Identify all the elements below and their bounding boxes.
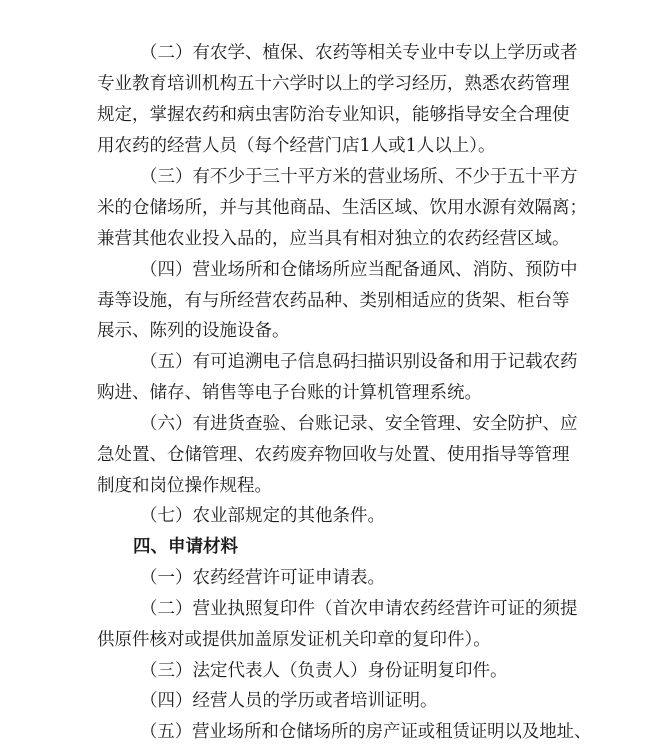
text-line: 米的仓储场所，并与其他商品、生活区域、饮用水源有效隔离； [97, 198, 587, 218]
text-line: 购进、储存、销售等电子台账的计算机管理系统。 [97, 383, 482, 403]
text-line: 急处置、仓储管理、农药废弃物回收与处置、使用指导等管理 [97, 445, 570, 465]
text-line: （二）有农学、植保、农药等相关专业中专以上学历或者 [140, 43, 578, 63]
text-line: 兼营其他农业投入品的，应当具有相对独立的农药经营区域。 [97, 229, 570, 249]
text-line: （二）营业执照复印件（首次申请农药经营许可证的须提 [140, 599, 578, 619]
text-line: （五）营业场所和仓储场所的房产证或租赁证明以及地址、 [140, 722, 592, 742]
text-line: （七）农业部规定的其他条件。 [140, 506, 385, 526]
section-heading: 四、申请材料 [133, 537, 238, 557]
text-line: 用农药的经营人员（每个经营门店1人或1人以上）。 [97, 136, 496, 156]
text-line: （四）经营人员的学历或者培训证明。 [140, 691, 438, 711]
text-line: 供原件核对或提供加盖原发证机关印章的复印件）。 [97, 630, 491, 650]
text-line: （五）有可追溯电子信息码扫描识别设备和用于记载农药 [140, 352, 578, 372]
text-line: 展示、陈列的设施设备。 [97, 321, 290, 341]
text-line: 毒等设施，有与所经营农药品种、类别相适应的货架、柜台等 [97, 291, 570, 311]
text-line: 制度和岗位操作规程。 [97, 476, 272, 496]
text-line: （四）营业场所和仓储场所应当配备通风、消防、预防中 [140, 260, 578, 280]
text-line: 规定，掌握农药和病虫害防治专业知识，能够指导安全合理使 [97, 105, 570, 125]
text-line: （三）法定代表人（负责人）身份证明复印件。 [140, 661, 508, 681]
text-line: （一）农药经营许可证申请表。 [140, 568, 385, 588]
text-line: （三）有不少于三十平方米的营业场所、不少于五十平方 [140, 167, 578, 187]
text-line: （六）有进货查验、台账记录、安全管理、安全防护、应 [140, 414, 578, 434]
text-line: 专业教育培训机构五十六学时以上的学习经历，熟悉农药管理 [97, 74, 570, 94]
